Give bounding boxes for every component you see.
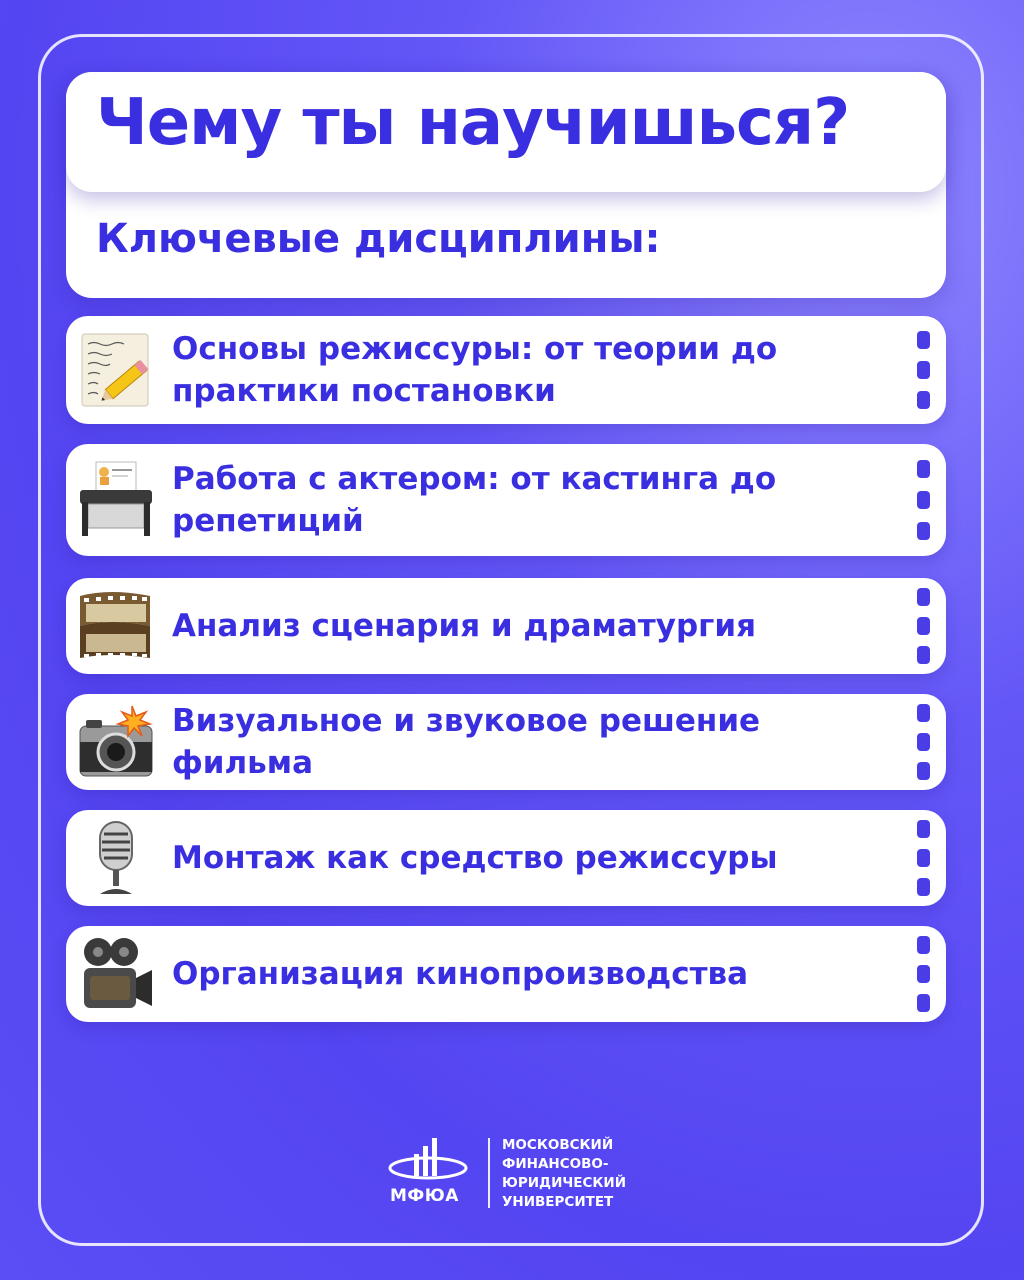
discipline-card bbox=[66, 444, 946, 556]
discipline-label: Работа с актером: от кастинга до репетиций bbox=[172, 461, 777, 539]
university-logo bbox=[388, 1136, 648, 1216]
discipline-card bbox=[66, 316, 946, 424]
movie-camera-icon bbox=[76, 934, 156, 1014]
section-subtitle: Ключевые дисциплины: bbox=[96, 216, 661, 262]
logo-emblem-icon bbox=[388, 1136, 472, 1186]
memo-pencil-icon bbox=[76, 330, 156, 410]
discipline-card bbox=[66, 694, 946, 790]
discipline-label: Монтаж как средство режиссуры bbox=[172, 840, 778, 876]
logo-abbreviation: МФЮА bbox=[390, 1186, 459, 1206]
logo-full-name: МОСКОВСКИЙ ФИНАНСОВО- ЮРИДИЧЕСКИЙ УНИВЕРСИТЕТ bbox=[502, 1137, 627, 1210]
camera-flash-icon bbox=[76, 702, 156, 782]
discipline-label: Основы режиссуры: от теории до практики постановки bbox=[172, 331, 778, 409]
discipline-label: Организация кинопроизводства bbox=[172, 956, 749, 992]
film-strip-icon bbox=[76, 586, 156, 666]
logo-separator bbox=[488, 1138, 490, 1208]
studio-microphone-icon bbox=[76, 818, 156, 898]
discipline-card bbox=[66, 926, 946, 1022]
printer-portrait-icon bbox=[76, 460, 156, 540]
film-holes bbox=[917, 460, 930, 540]
film-holes bbox=[917, 704, 930, 780]
film-holes bbox=[917, 588, 930, 664]
discipline-label: Анализ сценария и драматургия bbox=[172, 608, 756, 644]
film-holes bbox=[917, 936, 930, 1012]
film-holes bbox=[917, 331, 930, 409]
discipline-card bbox=[66, 810, 946, 906]
discipline-card bbox=[66, 578, 946, 674]
discipline-label: Визуальное и звуковое решение фильма bbox=[172, 703, 761, 781]
film-holes bbox=[917, 820, 930, 896]
page-title: Чему ты научишься? bbox=[96, 86, 850, 160]
